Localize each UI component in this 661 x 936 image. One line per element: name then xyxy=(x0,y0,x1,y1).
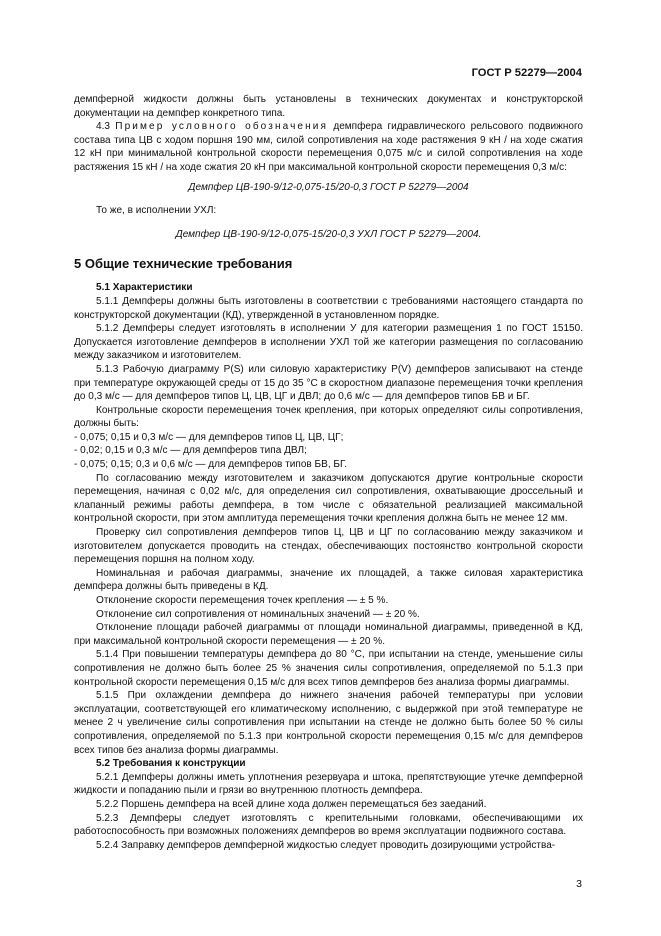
page-content xyxy=(74,93,583,852)
clause-number: 4.3 xyxy=(96,121,110,133)
clause-5-1-4: 5.1.4 При повышении температуры демпфера до 80 °С, при испытании на стенде, уменьшение силы сопротивления не должно быть более 25 % значения силы сопротивления, определяемой по 5.1.3 при контрольной скорости перемещения 0,15 м/с для всех типов демпферов без анализа формы диаграммы. xyxy=(74,649,583,688)
clause-5-1-2: 5.1.2 Демпферы следует изготовлять в исполнении У для категории размещения 1 по ГОСТ 15150. Допускается изготовление демпферов в исполнении УХЛ той же категории размещения по согласованию между заказчиком и изготовителем. xyxy=(74,323,583,362)
clause-5-1-3-agreement: По согласованию между изготовителем и заказчиком допускаются другие контрольные скорости перемещения, начиная с 0,02 м/с, для определения сил сопротивления, охватывающие дроссельный и клапанный режимы работы демпфера, в том числе с обязательной реализацией максимальной контрольной скорости, при этом амплитуда перемещения точки крепления должна быть не менее 12 мм. xyxy=(74,472,583,525)
clause-5-2-1: 5.2.1 Демпферы должны иметь уплотнения резервуара и штока, препятствующие утечке демпферной жидкости и попаданию пыли и грязи во внутреннюю плотность демпфера. xyxy=(74,771,583,797)
tolerance-speed: Отклонение скорости перемещения точек крепления — ± 5 %. xyxy=(96,595,389,606)
clause-5-2-4: 5.2.4 Заправку демпферов демпферной жидкостью следует проводить дозирующими устройства- xyxy=(96,839,556,851)
designation-example: Демпфер ЦВ-190-9/12-0,075-15/20-0,3 ГОСТ Р 52279—2004 xyxy=(188,181,469,193)
subsection-5-1-heading: 5.1 Характеристики xyxy=(96,282,193,294)
page-number: 3 xyxy=(576,878,582,890)
clause-5-2-2: 5.2.2 Поршень демпфера на всей длине хода должен перемещаться без заеданий. xyxy=(96,798,487,810)
list-item: - 0,075; 0,15 и 0,3 м/с — для демпферов типов Ц, ЦВ, ЦГ; xyxy=(74,431,344,443)
tolerance-force: Отклонение сил сопротивления от номинальных значений — ± 20 %. xyxy=(96,608,420,620)
clause-5-1-5: 5.1.5 При охлаждении демпфера до нижнего значения рабочей температуры при условии эксплуатации, соответствующей его климатическому исполнению, с выдержкой при этой температуре не менее 2 ч увеличение силы сопротивления при испытании на стенде не должно быть более 50 % силы сопротивления, определяемой по 5.1.3 при контрольной скорости перемещения 0,15 м/с для демпферов всех типов без анализа формы диаграммы. xyxy=(74,690,583,756)
paragraph-continued: демпферной жидкости должны быть установлены в технических документах и конструкторской документации на демпфер конкретного типа. xyxy=(74,94,583,119)
section-5-heading: 5 Общие технические требования xyxy=(74,256,293,272)
clause-5-1-3-speeds: Контрольные скорости перемещения точек крепления, при которых определяют силы сопротивления, должны быть: xyxy=(74,404,583,430)
clause-5-1-3: 5.1.3 Рабочую диаграмму P(S) или силовую характеристику P(V) демпферов записывают на стенде при температуре окружающей среды от 15 до 35 °С в скоростном диапазоне перемещения точки крепления до 0,3 м/с — для демпферов типов Ц, ЦВ, ЦГ и ДВЛ; до 0,6 м/с — для демпферов типов БВ и БГ. xyxy=(74,363,583,403)
clause-5-2-3: 5.2.3 Демпферы следует изготовлять с крепительными головками, обеспечивающими их работоспособность при возможных положениях демпферов во время эксплуатации подвижного состава. xyxy=(74,812,583,838)
clause-5-1-3-check: Проверку сил сопротивления демпферов типов Ц, ЦВ и ЦГ по согласованию между заказчиком и изготовителем допускается проводить на стендах, обеспечивающих постоянство контрольной скорости перемещения поршня на полном ходу. xyxy=(74,527,583,566)
same-ukhl-label: То же, в исполнении УХЛ: xyxy=(96,205,217,217)
subsection-5-2-heading: 5.2 Требования к конструкции xyxy=(96,758,246,770)
list-item: - 0,075; 0,15; 0,3 и 0,6 м/с — для демпферов типов БВ, БГ. xyxy=(74,459,348,471)
clause-5-1-3-diagrams: Номинальная и рабочая диаграммы, значение их площадей, а также силовая характеристика демпфера должны быть приведены в КД. xyxy=(74,567,583,593)
clause-5-1-1: 5.1.1 Демпферы должны быть изготовлены в соответствии с требованиями настоящего стандарта по конструкторской документации (КД), утвержденной в установленном порядке. xyxy=(74,295,583,321)
designation-example-ukhl: Демпфер ЦВ-190-9/12-0,075-15/20-0,3 УХЛ ГОСТ Р 52279—2004. xyxy=(175,228,482,240)
example-label: Пример условного обозначения xyxy=(115,121,328,133)
tolerance-area: Отклонение площади рабочей диаграммы от площади номинальной диаграммы, приведенной в КД, при максимальной контрольной скорости перемещения — ± 20 %. xyxy=(74,622,583,647)
paragraph-4-3-text: демпфера гидравлического рельсового подвижного состава типа ЦВ с ходом поршня 190 мм, силой сопротивления на ходе растяжения 9 кН / на ходе сжатия 12 кН при минимальной контрольной скорости перемещения 0,075 м/с и силой сопротивления на ходе растяжения 15 кН / на ходе сжатия 20 кН при максимальной контрольной скорости перемещения 0,3 м/с: xyxy=(74,121,583,173)
list-item: - 0,02; 0,15 и 0,3 м/с — для демпферов типа ДВЛ; xyxy=(74,445,307,457)
paragraph-4-3 xyxy=(74,120,583,174)
doc-code-header: ГОСТ Р 52279—2004 xyxy=(471,67,582,79)
